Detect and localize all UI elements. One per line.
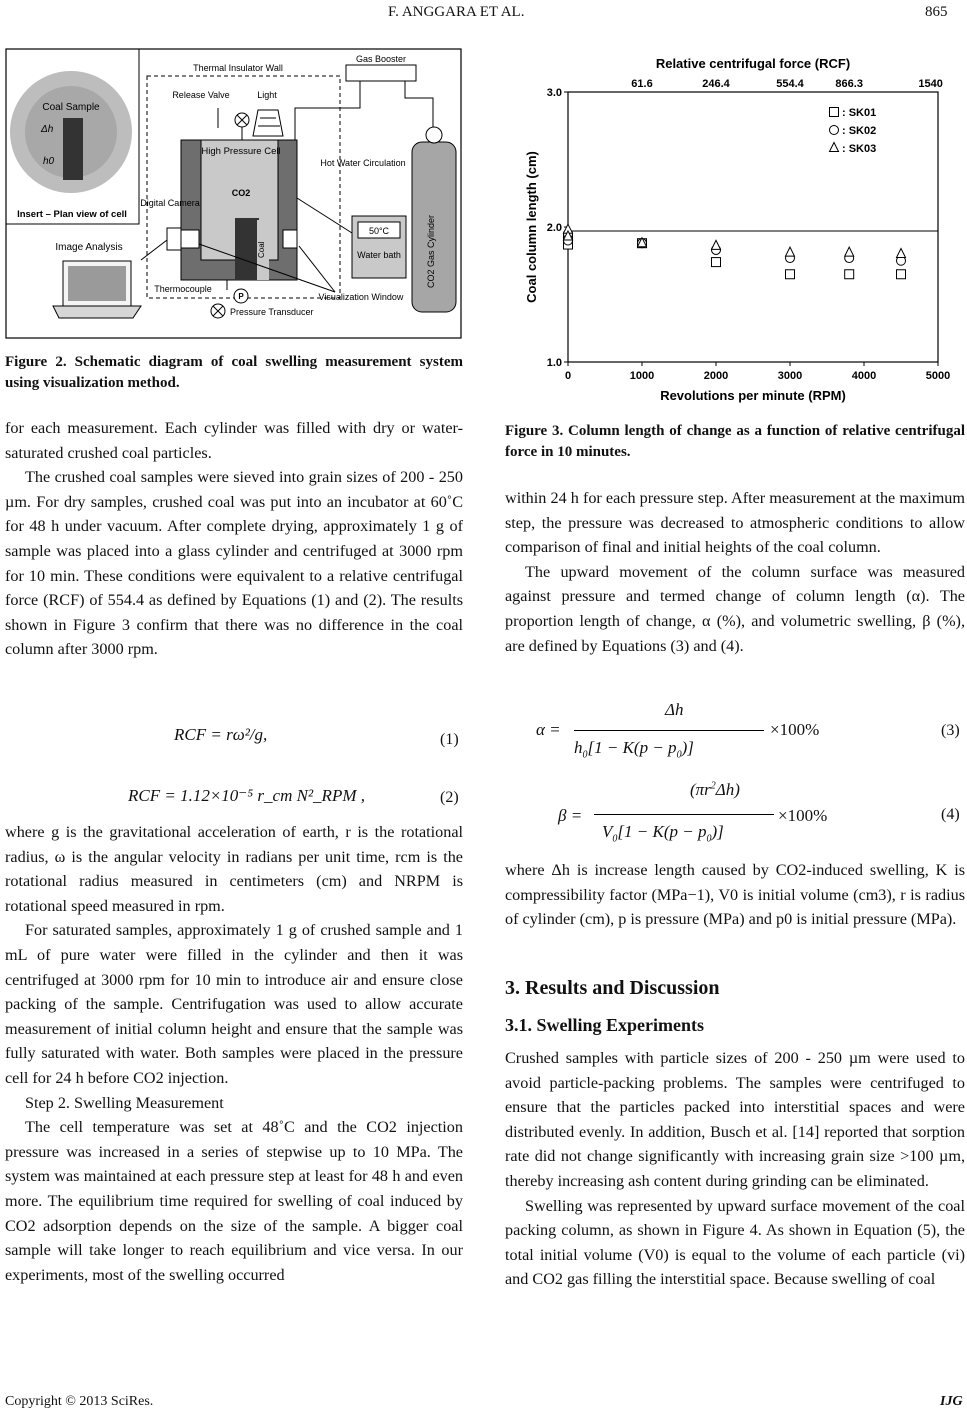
co2-cell-label: CO2 bbox=[231, 188, 251, 198]
legend-label-sk01: : SK01 bbox=[842, 107, 877, 119]
pressure-transducer-label: Pressure Transducer bbox=[230, 307, 314, 317]
gas-booster-label: Gas Booster bbox=[355, 54, 407, 64]
right-paragraph-3: where Δh is increase length caused by CO2-induced swelling, K is compressibility factor (MPa−1), V0 is initial volume (cm3), r is radius of cylinder (cm), p is pressure (MPa) and p0 is initial pressure (MPa). bbox=[505, 861, 965, 929]
figure-2-caption: Figure 2. Schematic diagram of coal swelling measurement system using visualization method. bbox=[5, 354, 463, 391]
coal-sample-label: Coal Sample bbox=[42, 102, 100, 113]
legend-label-sk02: : SK02 bbox=[842, 125, 877, 137]
x-tick-label: 0 bbox=[564, 370, 572, 382]
figure-3-caption: Figure 3. Column length of change as a function of relative centrifugal force in 10 minutes. bbox=[505, 423, 965, 460]
running-title: F. ANGGARA ET AL. bbox=[388, 4, 525, 20]
top-axis-title: Relative centrifugal force (RCF) bbox=[655, 56, 851, 71]
equation-1-text: RCF = rω²/g, bbox=[174, 725, 268, 744]
delta-h-label: Δh bbox=[41, 124, 54, 135]
gas-booster bbox=[346, 65, 416, 81]
section-3-heading: 3. Results and Discussion bbox=[505, 977, 720, 999]
equation-4-number: (4) bbox=[941, 806, 960, 823]
equation-2 bbox=[128, 786, 365, 806]
data-point-sk01 bbox=[786, 270, 795, 279]
legend-marker-sk01 bbox=[830, 108, 839, 117]
coal-column-insert bbox=[63, 118, 83, 180]
x-tick-label: 3000 bbox=[777, 370, 803, 382]
data-point-sk01 bbox=[845, 270, 854, 279]
light-icon bbox=[253, 110, 283, 136]
visualization-window-right bbox=[283, 230, 297, 248]
equation-1-number: (1) bbox=[440, 731, 459, 748]
hp-cell-label: High Pressure Cell bbox=[201, 146, 281, 157]
equation-3: α = Δh $h_0[1 - K(p - p_0)]$ ×100% bbox=[536, 700, 820, 761]
left-paragraph-2: The crushed coal samples were sieved into grain sizes of 200 - 250 µm. For dry samples, crushed coal was put into an incubator at 60˚C for 48 h under vacuum. After complete drying, approximately 1 g of sample was placed into a glass cylinder and centrifuged at 3000 rpm for 10 min. These conditions were equivalent to a relative centrifugal force (RCF) of 554.4 as defined by Equations (1) and (2). The results shown in Figure 3 confirm that there was no difference in the coal column after 3000 rpm. bbox=[5, 468, 463, 659]
left-paragraph-5: The cell temperature was set at 48˚C and the CO2 injection pressure was increased in a series of stepwise up to 10 MPa. The system was maintained at each pressure step at least for 48 h and even more. The equilibrium time required for swelling of coal induced by CO2 adsorption depends on the size of the sample. A bigger coal sample will take longer to reach equilibrium and vice versa. In our experiments, most of the swelling occurred bbox=[5, 1118, 463, 1284]
release-valve-label: Release Valve bbox=[172, 90, 230, 100]
data-point-sk01 bbox=[897, 270, 906, 279]
y-tick-label: 2.0 bbox=[546, 222, 562, 234]
hot-water-label: Hot Water Circulation bbox=[320, 158, 406, 168]
x-axis-label: Revolutions per minute (RPM) bbox=[660, 388, 846, 403]
right-paragraph-1: within 24 h for each pressure step. After measurement at the maximum step, the pressure was decreased to atmospheric conditions to allow comparison of final and initial heights of the coal column. bbox=[505, 489, 965, 557]
thermocouple-label: Thermocouple bbox=[154, 284, 212, 294]
data-point-sk01 bbox=[712, 258, 721, 267]
visualization-window-left bbox=[181, 230, 199, 248]
top-tick-label: 1540 bbox=[918, 78, 943, 90]
step-2-heading: Step 2. Swelling Measurement bbox=[25, 1093, 224, 1112]
plot-frame bbox=[568, 92, 938, 362]
coal-column bbox=[235, 218, 259, 280]
left-paragraph-3: where g is the gravitational acceleration of earth, r is the rotational radius, ω is the angular velocity in radians per unit time, rcm is the rotational radius measured in centimeters (cm) and NRPM is rotational speed measured in rpm. bbox=[5, 823, 463, 915]
thermal-wall-label: Thermal Insulator Wall bbox=[193, 63, 283, 73]
p-symbol: P bbox=[238, 292, 244, 301]
image-analysis-label: Image Analysis bbox=[55, 242, 123, 253]
data-point-sk03 bbox=[786, 247, 795, 256]
page-number: 865 bbox=[925, 4, 948, 20]
section-3-1-heading: 3.1. Swelling Experiments bbox=[505, 1015, 705, 1035]
x-tick-label: 1000 bbox=[629, 370, 655, 382]
equation-2-number: (2) bbox=[440, 789, 459, 806]
right-paragraph-5: Swelling was represented by upward surface movement of the coal packing column, as shown in Figure 4. As shown in Equation (5), the total initial volume (V0) is equal to the volume of each particle (vi) and CO2 gas filling the interstitial space. Because swelling of coal bbox=[505, 1196, 965, 1289]
water-bath-label: Water bath bbox=[357, 250, 401, 260]
top-tick-label: 554.4 bbox=[776, 78, 804, 90]
equation-3-number: (3) bbox=[941, 722, 960, 739]
x-tick-label: 5000 bbox=[925, 370, 951, 382]
equation-1 bbox=[174, 725, 267, 745]
legend-marker-sk03 bbox=[830, 143, 839, 152]
y-tick-label: 1.0 bbox=[546, 357, 562, 369]
insert-label: Insert – Plan view of cell bbox=[17, 209, 127, 220]
light-label: Light bbox=[257, 90, 277, 100]
h0-label: h0 bbox=[43, 156, 55, 167]
data-point-sk03 bbox=[712, 240, 721, 249]
visualization-window-label: Visualization Window bbox=[318, 292, 404, 302]
left-paragraph-4: For saturated samples, approximately 1 g of crushed sample and 1 mL of pure water were filled in the cylinder and then it was centrifuged at 3000 rpm for 10 min to introduce air and ensure close packing of the sample. Centrifugation was used to allow accurate measurement of initial column height and ensure that the sample was fully saturated with water. Both samples were placed in the pressure cell for 24 h before CO2 injection. bbox=[5, 921, 463, 1087]
water-bath-temp: 50°C bbox=[368, 226, 390, 236]
equation-4: β = $(\pi r^2\Delta h)$ $V_0[1 - K(p - p_0)]$ ×100% bbox=[558, 780, 828, 845]
right-paragraph-4: Crushed samples with particle sizes of 200 - 250 µm were used to avoid particle-packing problems. The samples were centrifuged to ensure that the particles packed into interstitial spaces and were distributed evenly. In addition, Busch et al. [14] reported that sorption rate did not change significantly with increasing grain size >100 µm, thereby increasing ash content during grinding can be eliminated. bbox=[505, 1049, 965, 1190]
y-axis-label: Coal column length (cm) bbox=[524, 151, 539, 303]
figure-3-chart bbox=[508, 50, 958, 410]
footer-journal: IJG bbox=[940, 1394, 963, 1409]
right-column-top bbox=[505, 486, 965, 658]
data-point-sk03 bbox=[845, 247, 854, 256]
legend-marker-sk02 bbox=[830, 126, 839, 135]
digital-camera-icon bbox=[167, 228, 181, 250]
right-column-middle bbox=[505, 858, 965, 932]
top-tick-label: 246.4 bbox=[702, 78, 730, 90]
right-column-bottom bbox=[505, 1046, 965, 1292]
co2-cylinder-label: CO2 Gas Cylinder bbox=[426, 214, 436, 288]
x-tick-label: 4000 bbox=[851, 370, 877, 382]
figure-2-schematic bbox=[5, 48, 462, 340]
right-paragraph-2: The upward movement of the column surface was measured against pressure and termed change of column length (α). The proportion length of change, α (%), and volumetric swelling, β (%), are defined by Equations (3) and (4). bbox=[505, 562, 965, 655]
footer-copyright: Copyright © 2013 SciRes. bbox=[5, 1394, 154, 1409]
top-tick-label: 61.6 bbox=[631, 78, 653, 90]
left-column-top bbox=[5, 416, 463, 662]
digital-camera-label: Digital Camera bbox=[140, 198, 200, 208]
x-tick-label: 2000 bbox=[703, 370, 729, 382]
left-column-bottom bbox=[5, 820, 463, 1287]
legend-label-sk03: : SK03 bbox=[842, 143, 877, 155]
release-valve-icon bbox=[218, 108, 249, 140]
coal-label: Coal bbox=[257, 241, 266, 258]
y-tick-label: 3.0 bbox=[546, 87, 562, 99]
left-paragraph-1: for each measurement. Each cylinder was filled with dry or water-saturated crushed coal particles. bbox=[5, 419, 463, 462]
top-tick-label: 866.3 bbox=[835, 78, 863, 90]
equation-2-text: RCF = 1.12×10⁻⁵ r_cm N²_RPM , bbox=[128, 786, 365, 805]
data-point-sk03 bbox=[897, 249, 906, 258]
